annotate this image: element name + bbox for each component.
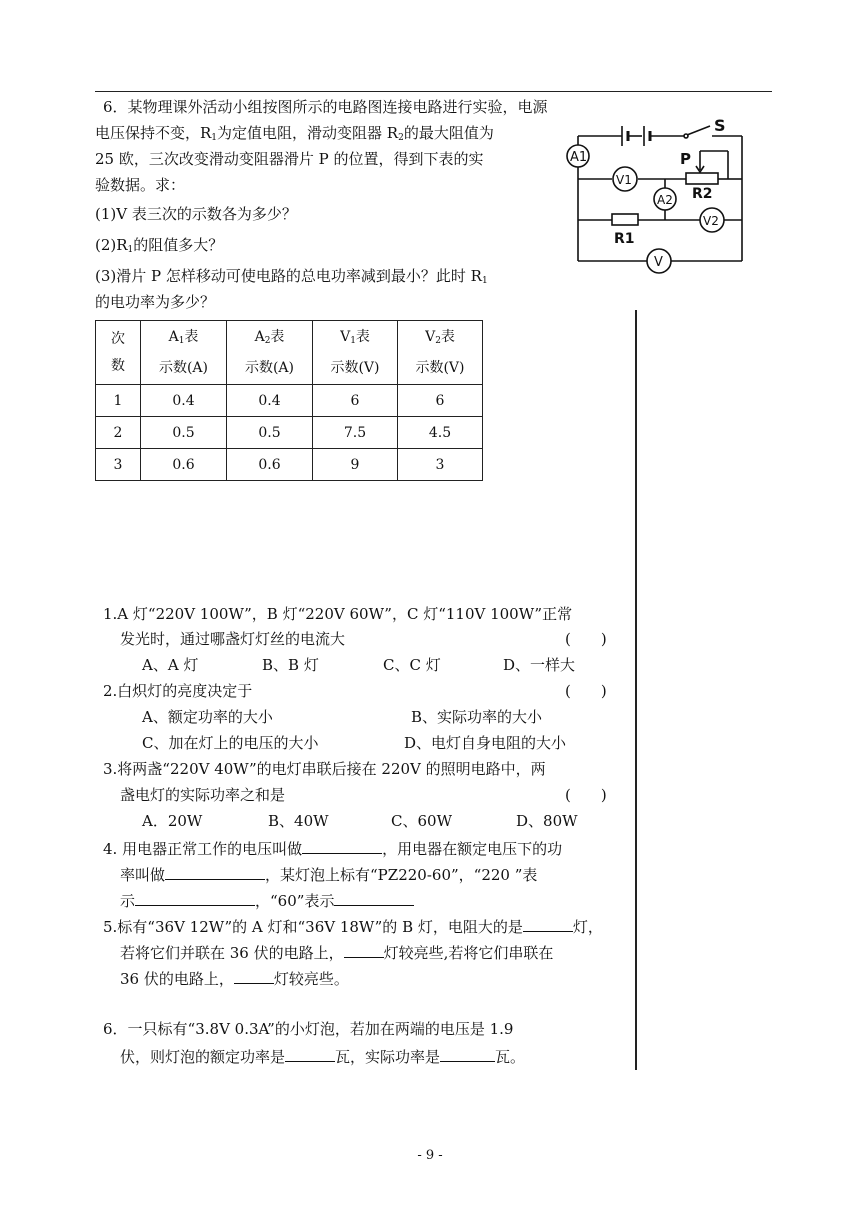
table-header-cell: $V_1$表 示数(V) — [313, 321, 398, 385]
mc1-option-a: A、A 灯 — [142, 656, 199, 674]
v-label: V — [654, 255, 663, 270]
mc3-option-a: A．20W — [142, 812, 203, 830]
table-cell: 3 — [96, 449, 141, 481]
page-number: - 9 - — [417, 1148, 443, 1163]
table-cell: 4.5 — [398, 417, 483, 449]
table-cell: 0.4 — [141, 385, 227, 417]
problem6-line3: 25 欧，三次改变滑动变阻器滑片 P 的位置，得到下表的实 — [95, 150, 484, 168]
problem6-q4: 的电功率为多少？ — [95, 293, 216, 311]
fill6-blank-2[interactable] — [440, 1046, 495, 1062]
fill4-blank-1[interactable] — [302, 838, 382, 854]
fill5-line3: 36 伏的电路上， 灯较亮些。 — [120, 970, 349, 988]
slider-label: P — [680, 150, 691, 168]
table-cell: 0.5 — [227, 417, 313, 449]
table-cell: 9 — [313, 449, 398, 481]
fill5-blank-1[interactable] — [523, 916, 573, 932]
problem6-line2: 电压保持不变，$R_1$为定值电阻，滑动变阻器 $R_2$的最大阻值为 — [95, 124, 494, 143]
table-row — [96, 417, 483, 449]
header-rule — [95, 91, 772, 92]
v1-label: V1 — [616, 173, 632, 187]
fill6-line1: 6．一只标有“3.8V 0.3A”的小灯泡，若加在两端的电压是 1.9 — [103, 1020, 514, 1038]
mc2-option-d: D、电灯自身电阻的大小 — [404, 734, 567, 752]
mc1-line2: 发光时，通过哪盏灯灯丝的电流大 — [120, 630, 346, 648]
data-table — [95, 320, 483, 481]
fill4-line2: 率叫做 ，某灯泡上标有“PZ220-60”，“220 ”表 — [120, 866, 538, 884]
r2-label: R2 — [692, 186, 713, 202]
mc3-option-d: D、80W — [516, 812, 578, 830]
table-cell: 7.5 — [313, 417, 398, 449]
table-cell: 2 — [96, 417, 141, 449]
table-cell: 0.5 — [141, 417, 227, 449]
mc2-line1: 2.白炽灯的亮度决定于 — [103, 682, 253, 700]
mc1-option-b: B、B 灯 — [262, 656, 319, 674]
table-header-cell: $A_1$表 示数(A) — [141, 321, 227, 385]
table-header-cell: $A_2$表 示数(A) — [227, 321, 313, 385]
switch-label: S — [714, 116, 726, 135]
table-header-row — [96, 321, 483, 385]
table-row — [96, 385, 483, 417]
r1-label: R1 — [614, 231, 635, 247]
circuit-diagram — [560, 116, 765, 286]
table-cell: 3 — [398, 449, 483, 481]
mc2-option-a: A、额定功率的大小 — [142, 708, 273, 726]
mc1-line1: 1.A 灯“220V 100W”，B 灯“220V 60W”，C 灯“110V 100W”正常 — [103, 605, 573, 623]
mc3-line1: 3.将两盏“220V 40W”的电灯串联后接在 220V 的照明电路中，两 — [103, 760, 546, 778]
problem6-q2: $(2)R_1$的阻值多大？ — [95, 236, 224, 255]
problem6-q1: (1)V 表三次的示数各为多少？ — [95, 205, 297, 223]
fill4-line3: 示 ，“60”表示 — [120, 890, 414, 911]
fill6-blank-1[interactable] — [285, 1046, 335, 1062]
problem6-q3: (3)滑片 P 怎样移动可使电路的总电功率减到最小？此时 $R_1$ — [95, 267, 488, 286]
fill4-blank-2[interactable] — [165, 864, 265, 880]
a1-label: A1 — [570, 150, 588, 165]
mc3-line2: 盏电灯的实际功率之和是 — [120, 786, 286, 804]
mc3-option-c: C、60W — [391, 812, 452, 830]
margin-rule — [635, 310, 637, 1070]
mc1-option-d: D、一样大 — [503, 656, 576, 674]
table-header-cell: 次 数 — [96, 321, 141, 385]
fill5-line1: 5.标有“36V 12W”的 A 灯和“36V 18W”的 B 灯，电阻大的是 灯， — [103, 918, 603, 936]
mc1-option-c: C、C 灯 — [383, 656, 441, 674]
table-cell: 0.6 — [227, 449, 313, 481]
mc3-option-b: B、40W — [268, 812, 329, 830]
v2-label: V2 — [703, 214, 719, 228]
mc3-answer-paren: ( ) — [565, 786, 607, 804]
fill4-blank-3[interactable] — [135, 890, 255, 906]
table-cell: 1 — [96, 385, 141, 417]
a2-label: A2 — [657, 193, 673, 207]
mc2-answer-paren: ( ) — [565, 682, 607, 700]
mc2-option-c: C、加在灯上的电压的大小 — [142, 734, 319, 752]
problem6-line4: 验数据。求： — [95, 176, 186, 194]
mc2-option-b: B、实际功率的大小 — [411, 708, 543, 726]
mc1-answer-paren: ( ) — [565, 630, 607, 648]
fill5-line2: 若将它们并联在 36 伏的电路上， 灯较亮些,若将它们串联在 — [120, 944, 554, 962]
fill4-line1: 4. 用电器正常工作的电压叫做 ，用电器在额定电压下的功 — [103, 840, 563, 858]
fill4-blank-4[interactable] — [334, 890, 414, 906]
table-header-cell: $V_2$表 示数(V) — [398, 321, 483, 385]
problem6-line1: 6．某物理课外活动小组按图所示的电路图连接电路进行实验，电源 — [103, 98, 548, 116]
fill6-line2: 伏，则灯泡的额定功率是 瓦，实际功率是 瓦。 — [120, 1048, 526, 1066]
table-cell: 6 — [313, 385, 398, 417]
switch-blade — [687, 126, 710, 135]
table-row — [96, 449, 483, 481]
table-cell: 6 — [398, 385, 483, 417]
table-cell: 0.6 — [141, 449, 227, 481]
fill5-blank-2[interactable] — [344, 942, 384, 958]
table-cell: 0.4 — [227, 385, 313, 417]
fill5-blank-3[interactable] — [234, 968, 274, 984]
